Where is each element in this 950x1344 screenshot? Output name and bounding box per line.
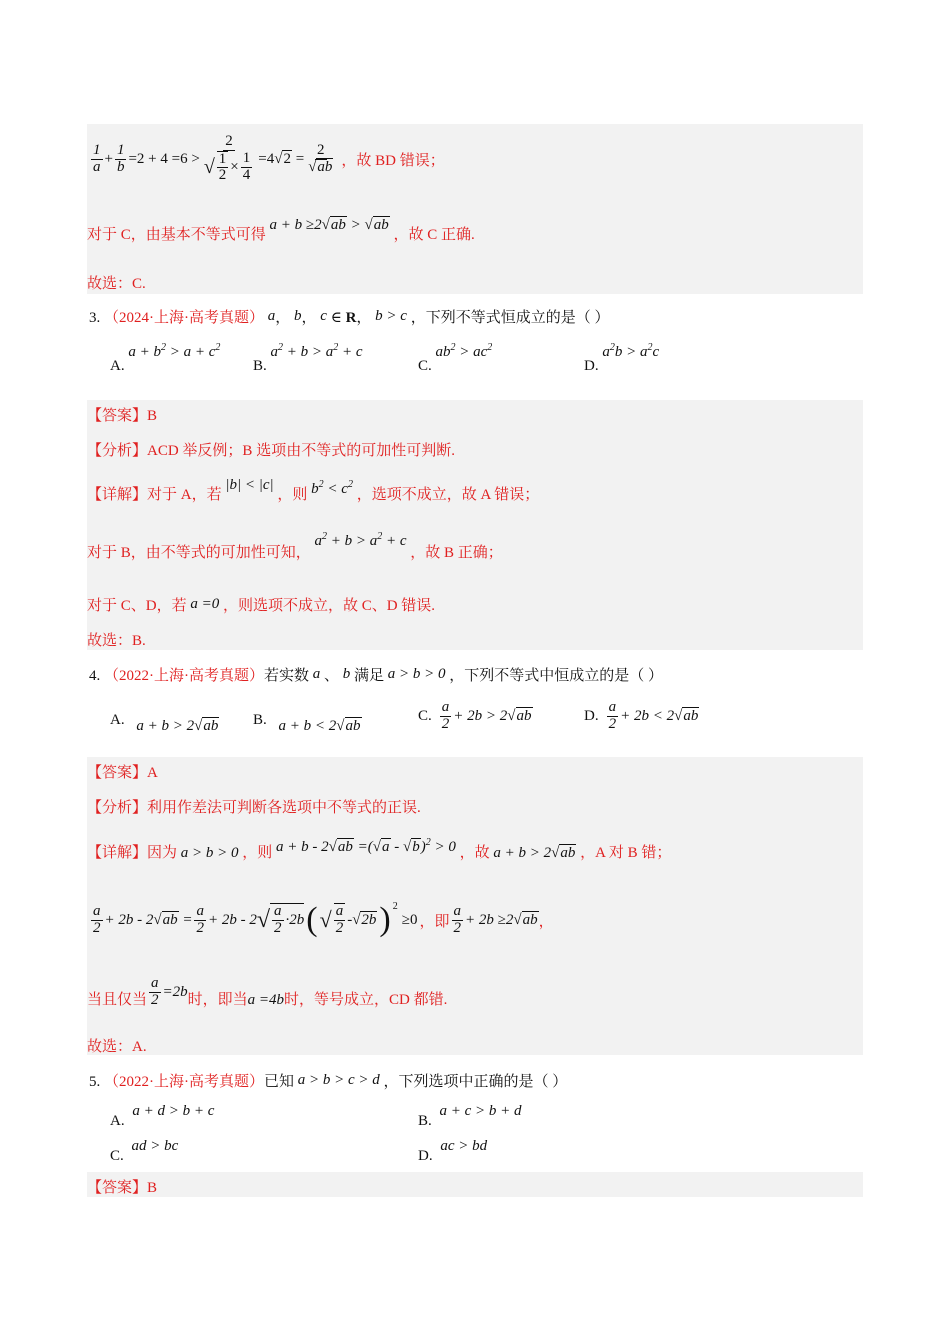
solution-block-q5: [87, 1172, 863, 1197]
q4-answer: 【答案】A: [87, 765, 158, 781]
q3-detail-3: 对于 C、D，若 a =0 ，则选项不成立，故 C、D 错误.: [87, 596, 436, 614]
q4-detail-2: $\frac{a}{2}$ + 2b - 2√ ab = $\frac{a}{2}$ + 2b - 2 √ $\frac{a}{2}$ ·2b ( √ $\frac{a}{2}$ - √ 2b ) $^2$ ≥0 ，即 $\frac{a}{2}$ + 2b ≥2√ ab ，: [89, 888, 554, 952]
q3-answer: 【答案】B: [87, 408, 158, 424]
q3-option-b: B. $a^2 + b > a^2 + c$: [253, 342, 363, 374]
q4-detail-3: 当且仅当 $\frac{a}{2}$ =2b 时，即当 a =4b 时，等号成立，CD 都错.: [87, 974, 448, 1008]
q4-choice: 故选：A.: [87, 1039, 147, 1055]
q5-source: （2022·上海·高考真题）: [104, 1074, 264, 1090]
q3-option-a-expr: $a + b^2 > a + c^2$: [128, 342, 221, 360]
q3-number: 3.: [89, 310, 101, 326]
q4-detail-1: 【详解】因为 a > b > 0 ，则 a + b - 2√ ab =(√ a - √ b)$^2$ > 0 ，故 a + b > 2√ ab ，A 对 B 错；: [87, 836, 671, 866]
q3-source: （2024·上海·高考真题）: [104, 310, 264, 326]
q5-option-d: D. ac > bd: [418, 1138, 488, 1164]
q5-answer: 【答案】B: [87, 1180, 158, 1196]
q4-option-a: A. a + b > 2√ ab: [110, 712, 219, 729]
q4-source: （2022·上海·高考真题）: [104, 668, 264, 684]
q3-option-d-expr: $a^2b > a^2c$: [602, 342, 660, 360]
q2-equation-line: $\frac{1}{a}$ + $\frac{1}{b}$ =2 + 4 =6 > 2 √ $\frac{1}{2}$ × $\frac{1}{4}$ =4√ 2 = 2 √ ab ，故 BD 错误；: [89, 126, 445, 192]
q2-line2-math: a + b ≥2√ ab > √ ab: [270, 217, 390, 233]
q4-number: 4.: [89, 668, 101, 684]
q3-detail-1: 【详解】对于 A，若 |b| < |c| ，则 $b^2 < c^2$ ，选项不成立，故 A 错误；: [87, 477, 540, 503]
q3-vars: a: [267, 308, 276, 324]
q5-option-a: A. a + d > b + c: [110, 1103, 215, 1129]
q3-stem-text: ，下列不等式恒成立的是（ ）: [410, 310, 610, 326]
q4-option-d: D. $\frac{a}{2}$ + 2b < 2√ ab: [584, 700, 699, 733]
q3-option-b-expr: $a^2 + b > a^2 + c$: [270, 342, 363, 360]
q2-line1-text: ，故 BD 错误；: [341, 152, 445, 169]
q3-analysis: 【分析】ACD 举反例；B 选项由不等式的可加性可判断.: [87, 443, 455, 459]
q3-option-c-expr: $ab^2 > ac^2$: [435, 342, 493, 360]
q5-number: 5.: [89, 1074, 101, 1090]
q3-option-c: C. $ab^2 > ac^2$: [418, 342, 493, 374]
q5-option-c: C. ad > bc: [110, 1138, 179, 1164]
q2-line2: [87, 217, 475, 248]
q3-stem: 3. （2024·上海·高考真题） a， b， c ∈ R， b > c ，下列不等式恒成立的是（ ）: [89, 308, 610, 326]
q4-option-b: B. a + b < 2√ ab: [253, 712, 362, 729]
q2-choice: 故选：C.: [87, 276, 146, 292]
q3-option-a: A. $a + b^2 > a + c^2$: [110, 342, 221, 374]
q2-line2-text: 对于 C，由基本不等式可得: [87, 227, 266, 243]
q4-stem: 4. （2022·上海·高考真题）若实数 a 、 b 满足 a > b > 0 ，下列不等式中恒成立的是（ ）: [89, 666, 664, 684]
q5-option-b: B. a + c > b + d: [418, 1103, 522, 1129]
q3-choice: 故选：B.: [87, 633, 146, 649]
q4-option-c: C. $\frac{a}{2}$ + 2b > 2√ ab: [418, 700, 533, 733]
q2-line2-tail: ，故 C 正确.: [393, 227, 475, 243]
q5-stem: 5. （2022·上海·高考真题）已知 a > b > c > d ，下列选项中正确的是（ ）: [89, 1072, 568, 1090]
q3-detail-2: 对于 B，由不等式的可加性可知， $a^2 + b > a^2 + c$ ，故 B 正确；: [87, 531, 503, 561]
q3-option-d: D. $a^2b > a^2c$: [584, 342, 660, 374]
q4-analysis: 【分析】利用作差法可判断各选项中不等式的正误.: [87, 800, 421, 816]
